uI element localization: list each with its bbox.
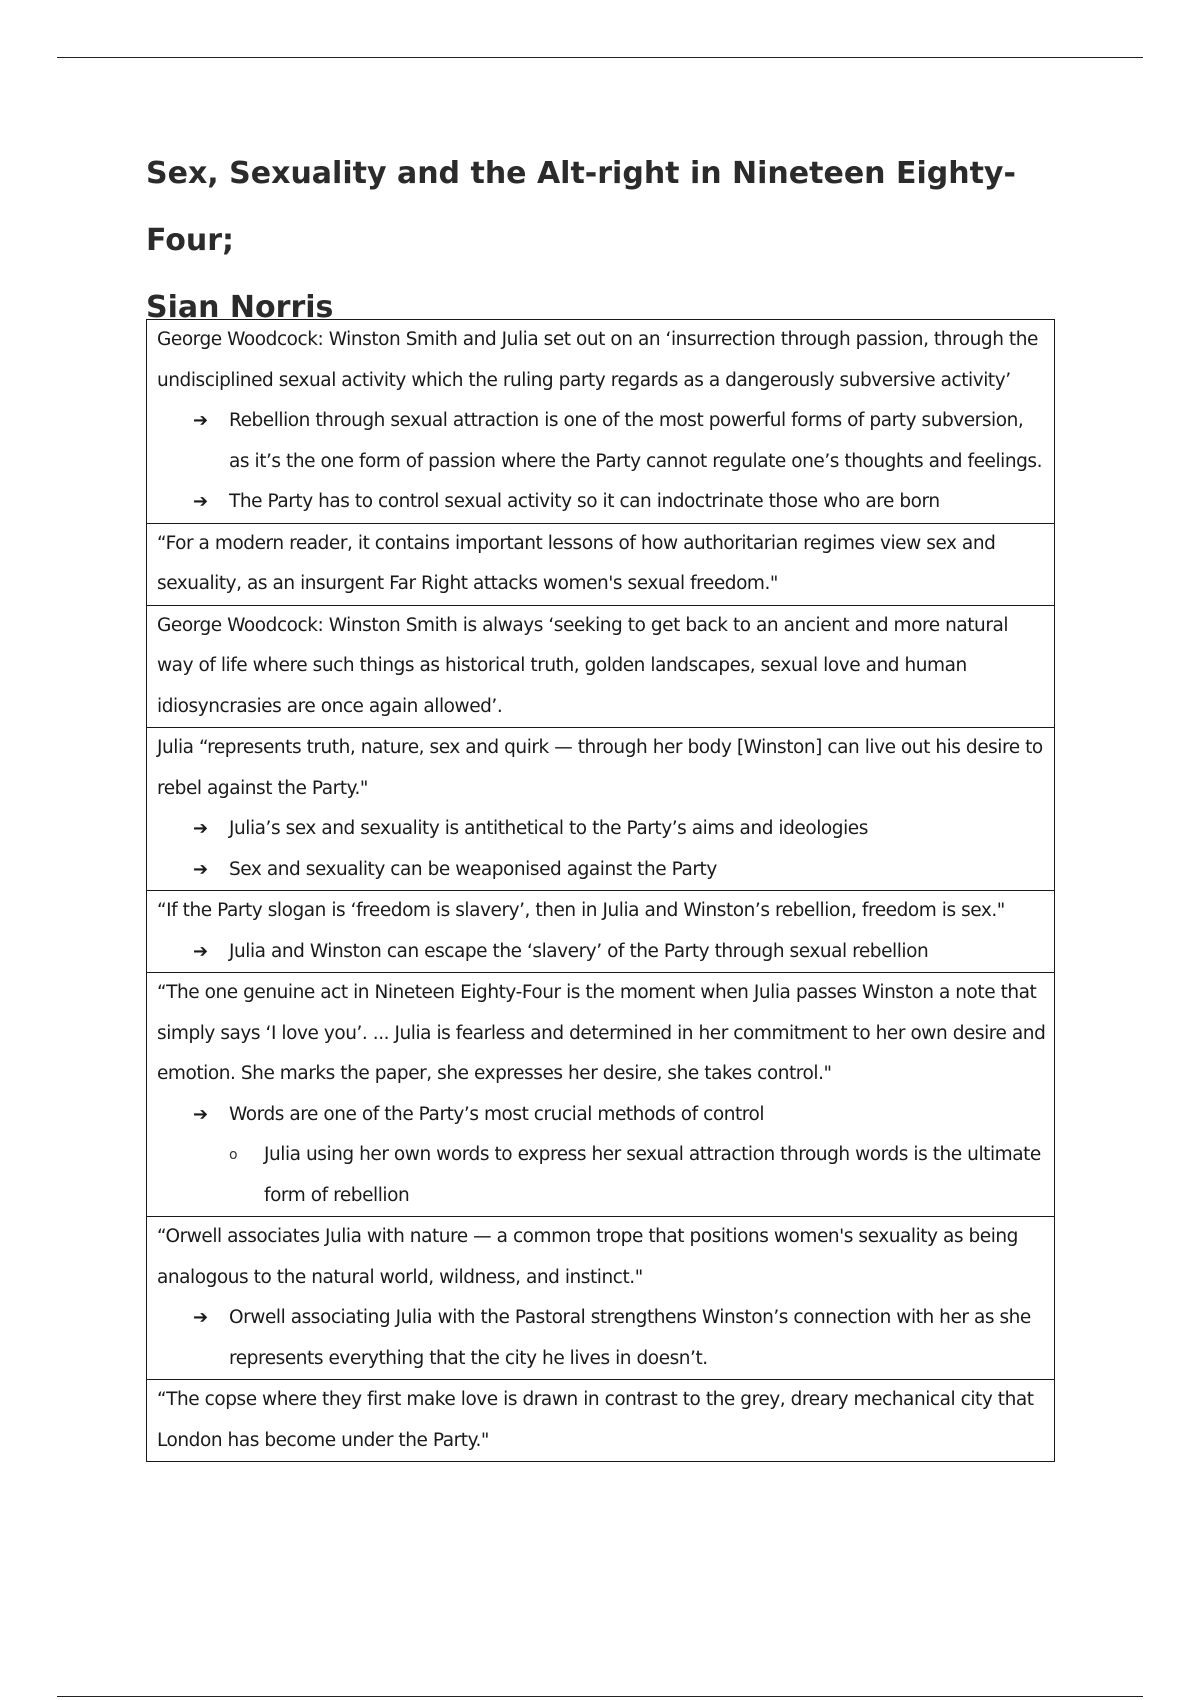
table-row <box>147 1217 1055 1380</box>
bullet-item <box>193 401 1046 482</box>
bullet-text: The Party has to control sexual activity so it can indoctrinate those who are born <box>229 491 940 512</box>
bullet-item <box>193 1095 1046 1136</box>
arrow-icon: ➔ <box>193 1103 208 1125</box>
title-line-1: Sex, Sexuality and the Alt-right in Nineteen Eighty-Four; <box>146 156 1016 258</box>
arrow-icon: ➔ <box>193 410 208 431</box>
bullet-item <box>193 809 1046 850</box>
table-row <box>147 728 1055 891</box>
table-row <box>147 891 1055 973</box>
notes-table <box>146 319 1055 1462</box>
arrow-icon: ➔ <box>193 940 208 962</box>
row-text: George Woodcock: Winston Smith is always ‘seeking to get back to an ancient and more natural way of life where such things as historical truth, golden landscapes, sexual love and human idiosyncrasies are once again allowed’. <box>157 614 1009 717</box>
document-title <box>146 140 1096 341</box>
row-text: George Woodcock: Winston Smith and Julia set out on an ‘insurrection through passion, through the undisciplined sexual activity which the ruling party regards as a dangerously subversive activity’ <box>157 329 1038 391</box>
row-text: “For a modern reader, it contains important lessons of how authoritarian regimes view sex and sexuality, as an insurgent Far Right attacks women's sexual freedom." <box>157 532 996 594</box>
table-cell <box>147 523 1055 605</box>
table-cell <box>147 728 1055 891</box>
sub-bullet-item <box>229 1135 1046 1216</box>
bullet-item <box>193 932 1046 973</box>
circle-bullet-icon: o <box>229 1147 238 1163</box>
table-cell <box>147 1217 1055 1380</box>
arrow-icon: ➔ <box>193 858 208 880</box>
bullet-text: Words are one of the Party’s most crucial methods of control <box>229 1103 765 1125</box>
table-cell <box>147 605 1055 728</box>
arrow-icon: ➔ <box>193 818 208 839</box>
table-cell <box>147 320 1055 524</box>
table-cell <box>147 891 1055 973</box>
table-row <box>147 320 1055 524</box>
table-row <box>147 605 1055 728</box>
table-row <box>147 973 1055 1217</box>
footer-rule <box>57 1696 1143 1697</box>
table-row <box>147 523 1055 605</box>
row-text: Julia “represents truth, nature, sex and quirk — through her body [Winston] can live out his desire to rebel against the Party." <box>157 737 1043 799</box>
table-cell <box>147 1380 1055 1462</box>
bullet-text: Julia’s sex and sexuality is antithetical to the Party’s aims and ideologies <box>229 818 868 839</box>
row-text: “Orwell associates Julia with nature — a common trope that positions women's sexuality as being analogous to the natural world, wildness, and instinct." <box>157 1226 1018 1288</box>
arrow-icon: ➔ <box>193 1307 208 1328</box>
row-text: “If the Party slogan is ‘freedom is slavery’, then in Julia and Winston’s rebellion, freedom is sex." <box>157 900 1005 921</box>
sub-bullet-text: Julia using her own words to express her sexual attraction through words is the ultimate form of rebellion <box>264 1144 1041 1206</box>
bullet-text: Orwell associating Julia with the Pastoral strengthens Winston’s connection with her as she represents everything that the city he lives in doesn’t. <box>229 1307 1031 1369</box>
row-text: “The copse where they first make love is drawn in contrast to the grey, dreary mechanical city that London has become under the Party." <box>157 1389 1034 1451</box>
table-row <box>147 1380 1055 1462</box>
bullet-item <box>193 850 1046 891</box>
bullet-text: Julia and Winston can escape the ‘slavery’ of the Party through sexual rebellion <box>229 940 929 962</box>
table-cell <box>147 973 1055 1217</box>
bullet-item <box>193 1298 1046 1379</box>
bullet-text: Rebellion through sexual attraction is one of the most powerful forms of party subversion, as it’s the one form of passion where the Party cannot regulate one’s thoughts and feelings. <box>229 410 1043 472</box>
bullet-text: Sex and sexuality can be weaponised against the Party <box>229 858 717 880</box>
header-rule <box>57 57 1143 58</box>
title-author: Sian Norris <box>146 290 334 325</box>
arrow-icon: ➔ <box>193 491 208 512</box>
row-text: “The one genuine act in Nineteen Eighty-Four is the moment when Julia passes Winston a note that simply says ‘I love you’. ... Julia is fearless and determined in her commitment to her own desire and emotion. She marks the paper, she expresses her desire, she takes control." <box>157 982 1046 1084</box>
bullet-item <box>193 482 1046 523</box>
